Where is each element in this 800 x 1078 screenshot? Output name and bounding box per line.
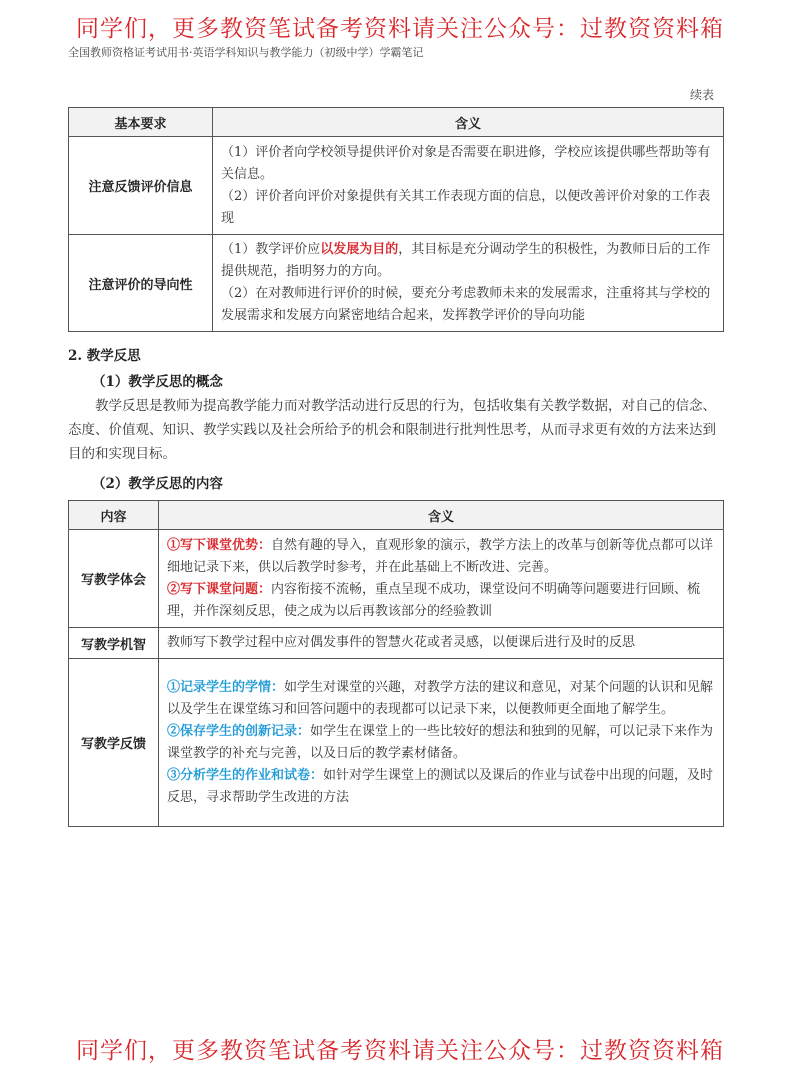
row-key: 写教学体会 (69, 530, 159, 628)
subsection-title: （2）教学反思的内容 (92, 476, 223, 492)
line-text: ，其目标是充分调动学生的积极性，为教师日后的工作提供规范，指明努力的方向。 (221, 242, 711, 279)
row-content (159, 659, 724, 827)
row-content (213, 137, 724, 235)
highlight-text: 以发展为目的 (320, 242, 399, 257)
line-text: （1）教学评价应 (221, 242, 321, 257)
column-header: 基本要求 (69, 108, 213, 137)
concept-paragraph: 教学反思是教师为提高教学能力而对教学活动进行反思的行为，包括收集有关教学数据，对自己的信念、态度、价值观、知识、教学实践以及社会所给予的机会和限制进行批判性思考，从而寻求更有效的方法来达到目的和实现目标。 (68, 398, 716, 462)
bottom-promo-banner: 同学们，更多教资笔试备考资料请关注公众号：过教资资料箱 (76, 1038, 724, 1064)
table-header-row (69, 501, 724, 530)
row-line: （2）在对教师进行评价的时候，要充分考虑教师未来的发展需求，注重将其与学校的发展需求和发展方向紧密地结合起来，发挥教学评价的导向功能 (221, 286, 711, 323)
item-label: ③分析学生的作业和试卷： (167, 767, 324, 783)
item-label: ②保存学生的创新记录： (167, 723, 311, 739)
row-line: （2）评价者向评价对象提供有关其工作表现方面的信息，以便改善评价对象的工作表现 (221, 188, 711, 226)
item-label: ①记录学生的学情： (167, 679, 285, 695)
running-header: 全国教师资格证考试用书·英语学科知识与教学能力（初级中学）学霸笔记 (68, 46, 424, 59)
row-content: 教师写下教学过程中应对偶发事件的智慧火花或者灵感，以便课后进行及时的反思 (159, 628, 724, 659)
table-header-row (69, 108, 724, 137)
section-title: 2. 教学反思 (68, 348, 141, 364)
evaluation-requirements-table (68, 107, 724, 332)
table-row (69, 659, 724, 827)
continued-label: 续表 (689, 88, 714, 102)
item-label: ②写下课堂问题： (167, 581, 272, 597)
item-label: ①写下课堂优势： (167, 537, 272, 553)
row-line (167, 579, 715, 623)
row-key: 写教学机智 (69, 628, 159, 659)
top-promo-banner: 同学们，更多教资笔试备考资料请关注公众号：过教资资料箱 (76, 16, 724, 42)
item-text: 如针对学生课堂上的测试以及课后的作业与试卷中出现的问题，及时反思，寻求帮助学生改进的方法 (167, 767, 714, 805)
row-content (213, 235, 724, 332)
table-row (69, 235, 724, 332)
row-line (167, 765, 715, 809)
row-key: 写教学反馈 (69, 659, 159, 827)
column-header: 含义 (213, 108, 724, 137)
row-content (159, 530, 724, 628)
item-text: 自然有趣的导入，直观形象的演示，教学方法上的改革与创新等优点都可以详细地记录下来，供以后教学时参考，并在此基础上不断改进、完善。 (167, 537, 714, 575)
subsection-title: （1）教学反思的概念 (92, 374, 223, 390)
row-line (167, 721, 715, 765)
row-line: （1）评价者向学校领导提供评价对象是否需要在职进修，学校应该提供哪些帮助等有关信息。 (221, 144, 711, 182)
table-row (69, 628, 724, 659)
row-line (167, 535, 715, 579)
item-text: 如学生对课堂的兴趣，对教学方法的建议和意见，对某个问题的认识和见解以及学生在课堂练习和回答问题中的表现都可以记录下来，以便教师更全面地了解学生。 (167, 679, 714, 717)
row-line (221, 239, 715, 283)
item-text: 如学生在课堂上的一些比较好的想法和独到的见解，可以记录下来作为课堂教学的补充与完善，以及日后的教学素材储备。 (167, 723, 714, 761)
row-key: 注意反馈评价信息 (69, 137, 213, 235)
column-header: 内容 (69, 501, 159, 530)
row-line (167, 677, 715, 721)
reflection-content-table (68, 500, 724, 827)
table-row (69, 137, 724, 235)
table-row (69, 530, 724, 628)
row-key: 注意评价的导向性 (69, 235, 213, 332)
column-header: 含义 (159, 501, 724, 530)
item-text: 内容衔接不流畅，重点呈现不成功，课堂设问不明确等问题要进行回顾、梳理，并作深刻反思，使之成为以后再教该部分的经验教训 (167, 581, 701, 619)
